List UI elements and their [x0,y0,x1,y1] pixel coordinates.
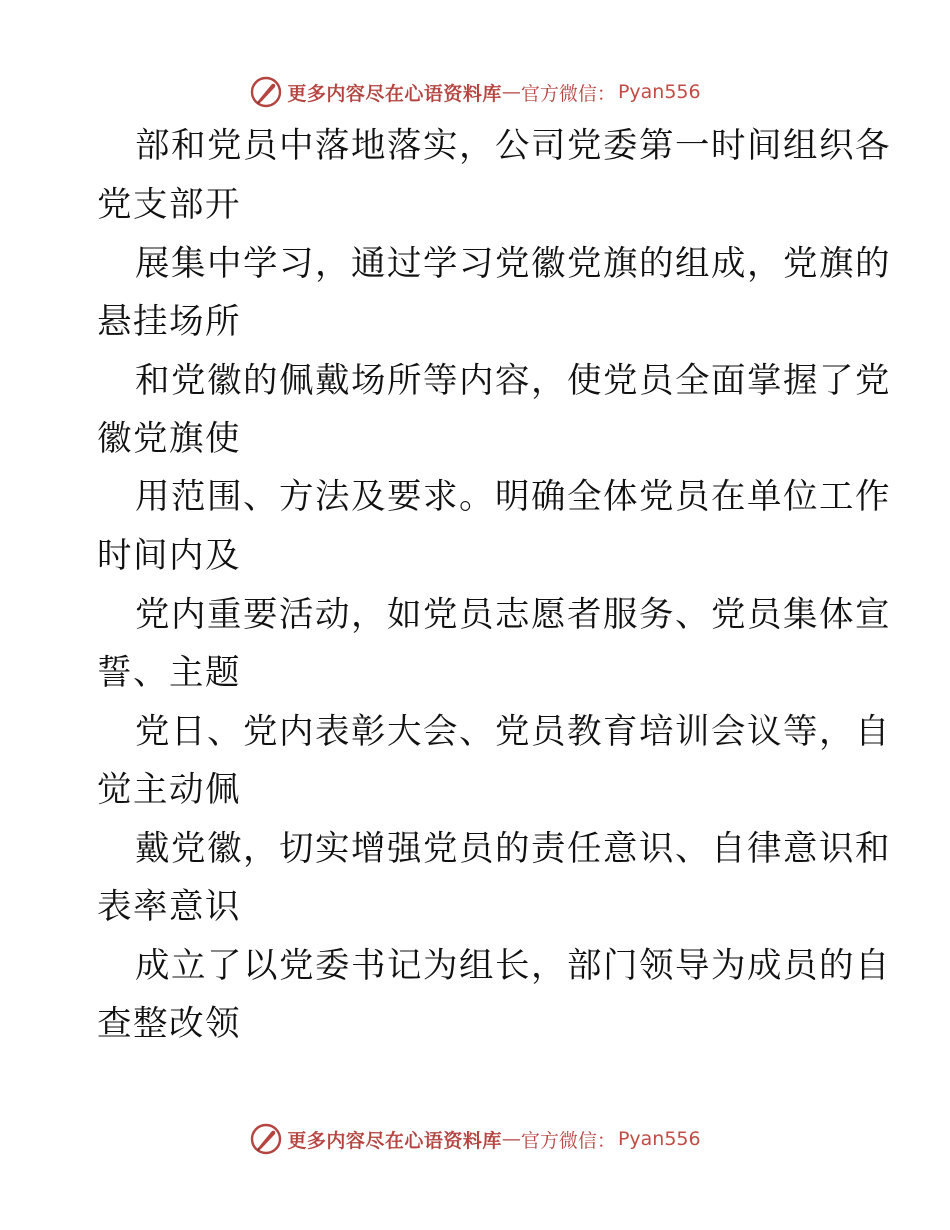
watermark-wechat-id: Pyan556 [617,1128,701,1150]
watermark-label: 官方微信： [520,1129,616,1152]
quill-pen-logo-icon [249,1122,283,1156]
body-line: 部和党员中落地落实，公司党委第一时间组织各 [135,126,891,166]
body-line: 悬挂场所 [97,302,241,342]
watermark-brand: 更多内容尽在心语资料库 [287,1129,502,1152]
body-line: 成立了以党委书记为组长，部门领导为成员的自 [135,946,891,986]
footer-watermark [0,1119,950,1159]
body-line: 和党徽的佩戴场所等内容，使党员全面掌握了党 [135,361,891,401]
watermark-wechat-id: Pyan556 [617,81,701,103]
body-line: 查整改领 [97,1004,241,1044]
body-line: 党日、党内表彰大会、党员教育培训会议等，自 [135,712,891,752]
body-line: 徽党旗使 [97,419,241,459]
body-line: 表率意识 [97,887,241,927]
body-line: 时间内及 [97,536,241,576]
body-line: 誓、主题 [97,653,241,693]
body-line: 戴党徽，切实增强党员的责任意识、自律意识和 [135,829,891,869]
header-watermark [0,72,950,112]
body-line: 展集中学习，通过学习党徽党旗的组成，党旗的 [135,244,891,284]
watermark-brand: 更多内容尽在心语资料库 [287,82,502,105]
watermark-separator: — [501,81,521,103]
body-line: 党内重要活动，如党员志愿者服务、党员集体宣 [135,595,891,635]
watermark-separator: — [501,1128,521,1150]
body-line: 党支部开 [97,185,241,225]
watermark-label: 官方微信： [520,82,616,105]
quill-pen-logo-icon [249,75,283,109]
body-line: 用范围、方法及要求。明确全体党员在单位工作 [135,477,891,517]
body-line: 觉主动佩 [97,770,241,810]
